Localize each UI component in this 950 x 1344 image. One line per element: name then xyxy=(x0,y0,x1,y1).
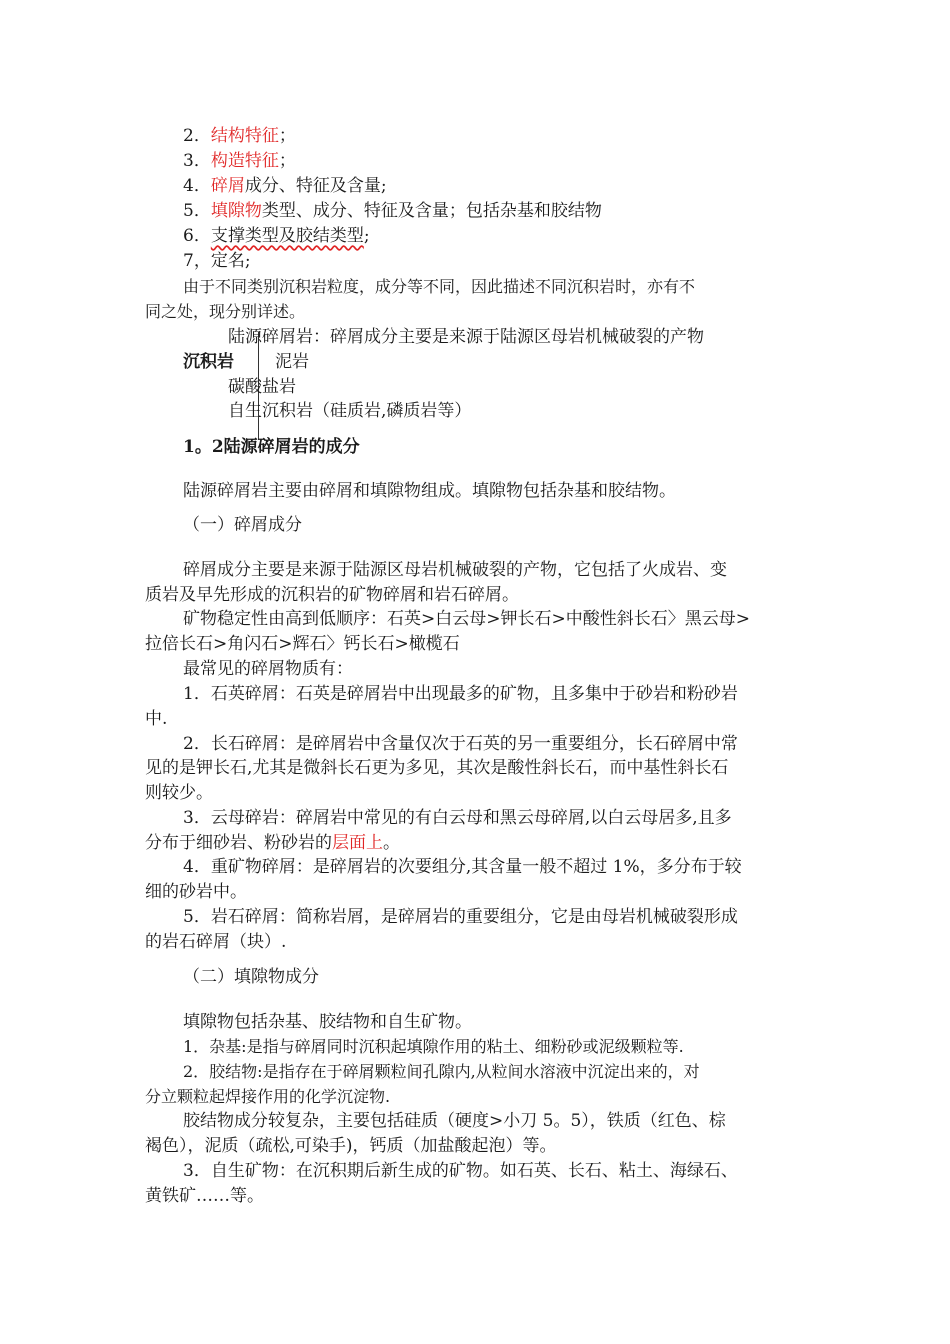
part1-text: 3．云母碎岩：碎屑岩中常见的有白云母和黑云母碎屑,以白云母居多,且多 xyxy=(183,808,732,828)
class-mudstone: 泥岩 xyxy=(275,352,309,372)
intro-line-1: 由于不同类别沉积岩粒度，成分等不同，因此描述不同沉积岩时，亦有不 xyxy=(183,277,696,296)
class-carbonate: 碳酸盐岩 xyxy=(228,377,296,397)
part1-text: 中. xyxy=(145,709,168,729)
highlight-text: 构造特征 xyxy=(210,151,279,171)
part2-text: 褐色），泥质（疏松,可染手)，钙质（加盐酸起泡）等。 xyxy=(145,1136,557,1156)
part1-text: 的岩石碎屑（块）. xyxy=(145,932,287,952)
list-item-5 xyxy=(183,200,602,222)
part1-text: 5．岩石碎屑：简称岩屑，是碎屑岩的重要组分，它是由母岩机械破裂形成 xyxy=(183,907,738,927)
part1-text: 见的是钾长石,尤其是微斜长石更为多见，其次是酸性斜长石，而中基性斜长石 xyxy=(145,758,729,778)
part1-text: 拉倍长石>角闪石>辉石〉钙长石>橄榄石 xyxy=(145,634,460,654)
list-text: ; xyxy=(363,226,370,246)
part1-text: 4．重矿物碎屑：是碎屑岩的次要组分,其含量一般不超过 1%，多分布于较 xyxy=(183,857,742,877)
section-intro: 陆源碎屑岩主要由碎屑和填隙物组成。填隙物包括杂基和胶结物。 xyxy=(183,481,676,501)
plain-text: 分布于细砂岩、粉砂岩的 xyxy=(145,833,332,853)
list-text: ； xyxy=(278,151,296,171)
list-item-3 xyxy=(183,150,296,172)
list-number: 2． xyxy=(183,126,211,146)
underlined-text: 支撑类型及胶结类型 xyxy=(210,226,364,246)
part1-text: 矿物稳定性由高到低顺序：石英>白云母>钾长石>中酸性斜长石〉黑云母> xyxy=(183,609,750,629)
part2-text: 2．胶结物:是指存在于碎屑颗粒间孔隙内,从粒间水溶液中沉淀出来的，对 xyxy=(183,1062,700,1081)
intro-line-2: 同之处，现分别详述。 xyxy=(145,302,306,321)
list-number: 5． xyxy=(183,201,211,221)
part2-text: 1．杂基:是指与碎屑同时沉积起填隙作用的粘土、细粉砂或泥级颗粒等. xyxy=(183,1037,684,1056)
part1-text xyxy=(145,832,400,854)
highlight-text: 碎屑 xyxy=(210,176,245,196)
part1-text: 最常见的碎屑物质有： xyxy=(183,659,353,679)
highlight-text: 层面上 xyxy=(332,833,383,853)
part1-text: 1．石英碎屑：石英是碎屑岩中出现最多的矿物，且多集中于砂岩和粉砂岩 xyxy=(183,684,738,704)
list-item-2 xyxy=(183,125,296,147)
part1-text: 碎屑成分主要是来源于陆源区母岩机械破裂的产物，它包括了火成岩、变 xyxy=(183,560,727,580)
part2-text: 黄铁矿……等。 xyxy=(145,1186,264,1206)
part2-text: 分立颗粒起焊接作用的化学沉淀物. xyxy=(145,1087,391,1106)
part2-text: 胶结物成分较复杂，主要包括硅质（硬度>小刀 5。5），铁质（红色、棕 xyxy=(183,1111,726,1131)
list-text: 定名; xyxy=(210,251,251,271)
list-number: 3． xyxy=(183,151,211,171)
list-text: 成分、特征及含量; xyxy=(244,176,387,196)
part1-text: 细的砂岩中。 xyxy=(145,882,247,902)
list-item-7 xyxy=(183,250,251,272)
list-text: ； xyxy=(278,126,296,146)
list-item-6 xyxy=(183,225,370,247)
class-authigenic: 自生沉积岩（硅质岩,磷质岩等） xyxy=(228,401,472,421)
list-item-4 xyxy=(183,175,387,197)
class-root: 沉积岩 xyxy=(183,352,234,372)
part1-title: （一）碎屑成分 xyxy=(183,515,302,535)
class-clastic: 陆源碎屑岩：碎屑成分主要是来源于陆源区母岩机械破裂的产物 xyxy=(228,327,704,347)
part1-text: 则较少。 xyxy=(145,783,213,803)
list-number: 7， xyxy=(183,251,211,271)
highlight-text: 结构特征 xyxy=(210,126,279,146)
list-text: 类型、成分、特征及含量；包括杂基和胶结物 xyxy=(261,201,602,221)
plain-text: 。 xyxy=(383,833,400,853)
section-heading: 1。2陆源碎屑岩的成分 xyxy=(183,437,360,457)
part2-title: （二）填隙物成分 xyxy=(183,967,319,987)
highlight-text: 填隙物 xyxy=(210,201,262,221)
part2-text: 填隙物包括杂基、胶结物和自生矿物。 xyxy=(183,1012,472,1032)
part1-text: 质岩及早先形成的沉积岩的矿物碎屑和岩石碎屑。 xyxy=(145,585,519,605)
list-number: 6． xyxy=(183,226,211,246)
part2-text: 3．自生矿物：在沉积期后新生成的矿物。如石英、长石、粘土、海绿石、 xyxy=(183,1161,738,1181)
list-number: 4． xyxy=(183,176,211,196)
part1-text: 2．长石碎屑：是碎屑岩中含量仅次于石英的另一重要组分，长石碎屑中常 xyxy=(183,734,738,754)
